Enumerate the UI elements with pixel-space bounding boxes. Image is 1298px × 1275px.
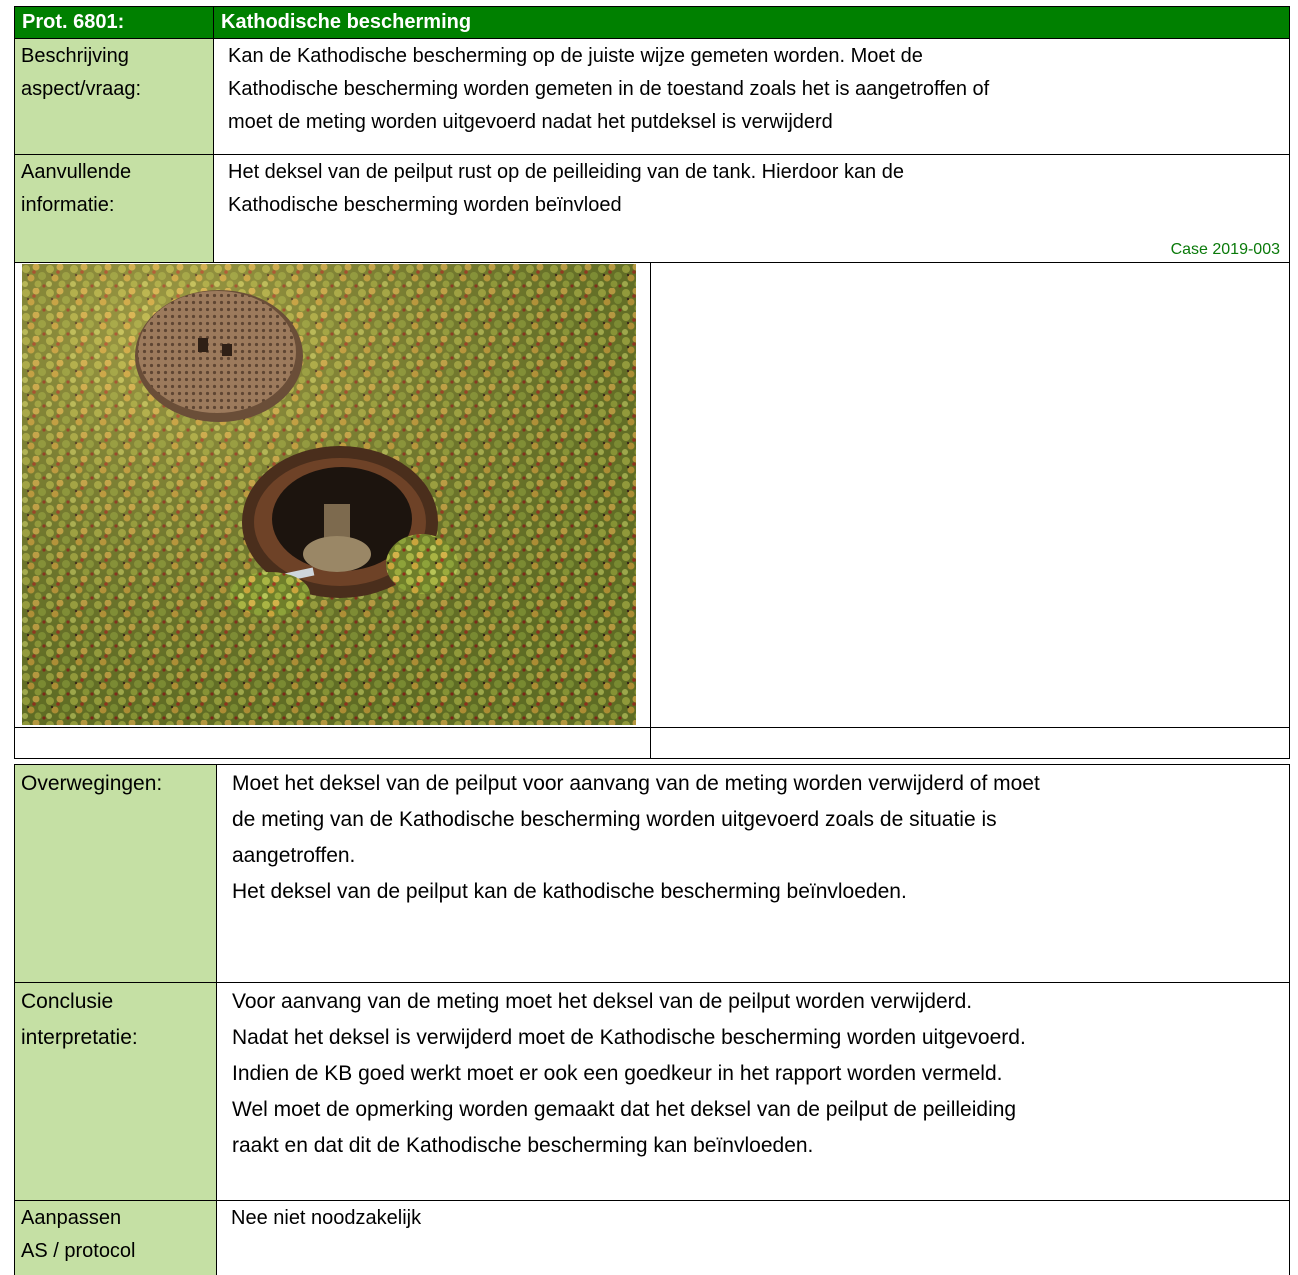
overwegingen-line-4: Het deksel van de peilput kan de kathodische bescherming beïnvloeden. (232, 880, 907, 903)
conclusie-line-5: raakt en dat dit de Kathodische bescherming kan beïnvloeden. (232, 1134, 814, 1157)
beschrijving-label (14, 38, 214, 155)
empty-cell-left (14, 727, 651, 759)
overwegingen-text (216, 764, 1290, 983)
conclusie-label-line-2: interpretatie: (21, 1026, 138, 1049)
protocol-number: Prot. 6801: (14, 6, 214, 39)
beschrijving-label-line-1: Beschrijving (21, 45, 129, 67)
aanvullend-line-2: Kathodische bescherming worden beïnvloed (228, 194, 622, 216)
beschrijving-line-3: moet de meting worden uitgevoerd nadat het putdeksel is verwijderd (228, 111, 833, 133)
overwegingen-line-3: aangetroffen. (232, 844, 356, 867)
conclusie-line-2: Nadat het deksel is verwijderd moet de Kathodische bescherming worden uitgevoerd. (232, 1026, 1026, 1049)
conclusie-line-1: Voor aanvang van de meting moet het deksel van de peilput worden verwijderd. (232, 990, 973, 1013)
conclusie-label (14, 982, 217, 1201)
aanpassen-text (216, 1200, 1290, 1275)
aanpassen-value: Nee niet noodzakelijk (231, 1207, 422, 1229)
case-reference: Case 2019-003 (1170, 241, 1280, 258)
aanvullend-line-1: Het deksel van de peilput rust op de peilleiding van de tank. Hierdoor kan de (228, 161, 904, 183)
aanvullend-label-line-2: informatie: (21, 194, 115, 216)
aanvullend-label-line-1: Aanvullende (21, 161, 132, 183)
overwegingen-line-1: Moet het deksel van de peilput voor aanvang van de meting worden verwijderd of moet (232, 772, 1040, 795)
conclusie-line-4: Wel moet de opmerking worden gemaakt dat het deksel van de peilput de peilleiding (232, 1098, 1017, 1121)
photo-side-cell (650, 262, 1290, 728)
aanpassen-label-line-1: Aanpassen (21, 1207, 122, 1229)
beschrijving-line-1: Kan de Kathodische bescherming op de juiste wijze gemeten worden. Moet de (228, 45, 923, 67)
empty-cell-right (650, 727, 1290, 759)
overwegingen-label: Overwegingen: (14, 764, 217, 983)
aanpassen-label (14, 1200, 217, 1275)
overwegingen-line-2: de meting van de Kathodische bescherming worden uitgevoerd zoals de situatie is (232, 808, 997, 831)
beschrijving-line-2: Kathodische bescherming worden gemeten in de toestand zoals het is aangetroffen of (228, 78, 990, 100)
peilput-photo (22, 264, 636, 725)
aanvullend-text (213, 154, 1290, 263)
conclusie-text (216, 982, 1290, 1201)
aanvullend-label (14, 154, 214, 263)
protocol-title: Kathodische bescherming (213, 6, 1290, 39)
aanpassen-label-line-2: AS / protocol (21, 1240, 136, 1262)
beschrijving-label-line-2: aspect/vraag: (21, 78, 142, 100)
conclusie-label-line-1: Conclusie (21, 990, 114, 1013)
beschrijving-text (213, 38, 1290, 155)
conclusie-line-3: Indien de KB goed werkt moet er ook een goedkeur in het rapport worden vermeld. (232, 1062, 1003, 1085)
